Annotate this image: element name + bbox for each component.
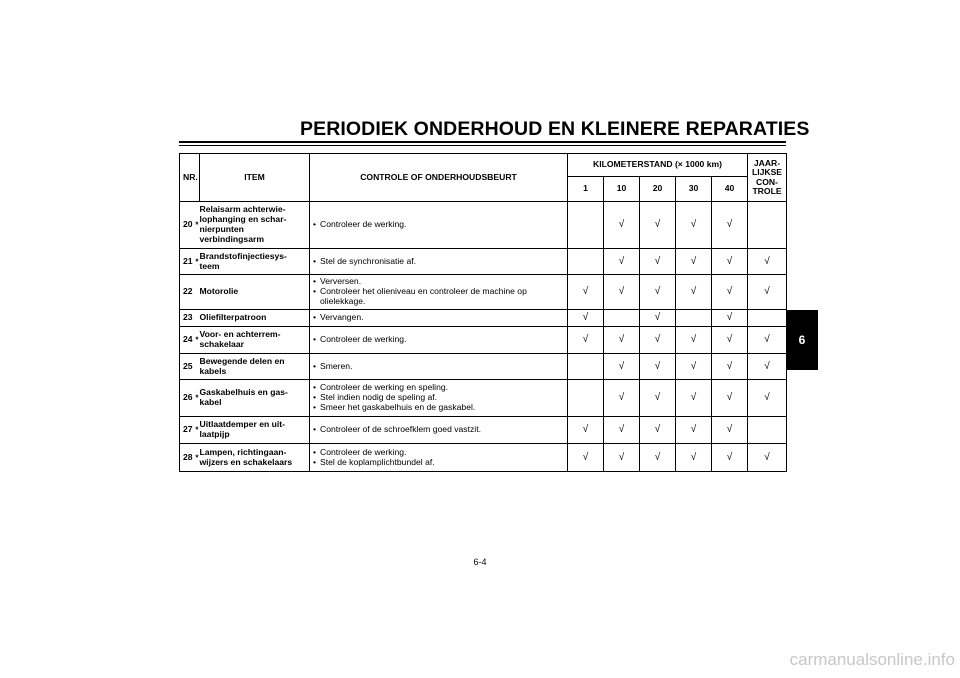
check-mark bbox=[748, 417, 787, 444]
action-item: • Smeren. bbox=[313, 362, 564, 372]
row-item: Oliefilterpatroon bbox=[200, 310, 310, 327]
row-number bbox=[180, 327, 200, 354]
check-mark: √ bbox=[568, 417, 604, 444]
row-actions bbox=[310, 249, 568, 275]
row-number bbox=[180, 310, 200, 327]
check-mark: √ bbox=[604, 354, 640, 380]
check-mark: √ bbox=[604, 380, 640, 417]
row-number-text: 25 bbox=[183, 360, 193, 371]
check-mark: √ bbox=[640, 310, 676, 327]
check-mark: √ bbox=[568, 444, 604, 472]
check-mark bbox=[748, 202, 787, 249]
check-mark bbox=[568, 202, 604, 249]
dealer-service-marker: * bbox=[195, 452, 199, 462]
check-mark: √ bbox=[712, 444, 748, 472]
check-mark: √ bbox=[712, 354, 748, 380]
header-interval: 20 bbox=[640, 177, 676, 202]
check-mark: √ bbox=[568, 275, 604, 310]
table-row bbox=[180, 444, 787, 472]
check-mark: √ bbox=[712, 417, 748, 444]
action-item: • Controleer de werking. bbox=[313, 220, 564, 230]
check-mark: √ bbox=[604, 417, 640, 444]
check-mark: √ bbox=[640, 354, 676, 380]
header-interval: 30 bbox=[676, 177, 712, 202]
check-mark: √ bbox=[640, 327, 676, 354]
row-number bbox=[180, 417, 200, 444]
check-mark: √ bbox=[604, 327, 640, 354]
chapter-tab: 6 bbox=[786, 310, 818, 370]
row-item: Brandstofinjectiesys- teem bbox=[200, 249, 310, 275]
row-number bbox=[180, 249, 200, 275]
row-number bbox=[180, 202, 200, 249]
check-mark: √ bbox=[712, 327, 748, 354]
check-mark: √ bbox=[640, 444, 676, 472]
check-mark: √ bbox=[568, 327, 604, 354]
dealer-service-marker: * bbox=[195, 393, 199, 403]
header-check: CONTROLE OF ONDERHOUDSBEURT bbox=[310, 154, 568, 202]
row-number bbox=[180, 444, 200, 472]
row-number-text: 21 bbox=[183, 255, 193, 266]
row-number-text: 27 bbox=[183, 424, 193, 435]
check-mark bbox=[568, 249, 604, 275]
check-mark: √ bbox=[748, 249, 787, 275]
check-mark: √ bbox=[640, 202, 676, 249]
maintenance-table bbox=[179, 153, 787, 472]
row-actions bbox=[310, 354, 568, 380]
row-number bbox=[180, 275, 200, 310]
check-mark: √ bbox=[748, 444, 787, 472]
table-row bbox=[180, 310, 787, 327]
action-item: • Stel de synchronisatie af. bbox=[313, 257, 564, 267]
row-actions bbox=[310, 275, 568, 310]
row-number-text: 26 bbox=[183, 392, 193, 403]
title-rule-thick bbox=[179, 141, 786, 143]
action-item: • Smeer het gaskabelhuis en de gaskabel. bbox=[313, 403, 564, 413]
check-mark bbox=[568, 354, 604, 380]
check-mark: √ bbox=[712, 380, 748, 417]
row-number-text: 23 bbox=[183, 312, 193, 323]
table-row bbox=[180, 202, 787, 249]
check-mark: √ bbox=[640, 380, 676, 417]
row-item: Motorolie bbox=[200, 275, 310, 310]
action-item: • Controleer het olieniveau en controleer de machine op olielekkage. bbox=[313, 287, 564, 307]
row-actions bbox=[310, 327, 568, 354]
check-mark: √ bbox=[676, 444, 712, 472]
check-mark: √ bbox=[748, 327, 787, 354]
header-interval: 40 bbox=[712, 177, 748, 202]
check-mark: √ bbox=[676, 249, 712, 275]
header-item: ITEM bbox=[200, 154, 310, 202]
check-mark: √ bbox=[712, 249, 748, 275]
row-actions bbox=[310, 202, 568, 249]
row-number-text: 20 bbox=[183, 219, 193, 230]
check-mark: √ bbox=[568, 310, 604, 327]
title-rule-thin bbox=[179, 145, 786, 146]
action-item: • Controleer de werking. bbox=[313, 335, 564, 345]
row-item: Voor- en achterrem- schakelaar bbox=[200, 327, 310, 354]
dealer-service-marker: * bbox=[195, 335, 199, 345]
table-row bbox=[180, 249, 787, 275]
action-item: • Stel indien nodig de speling af. bbox=[313, 393, 564, 403]
header-odometer: KILOMETERSTAND (× 1000 km) bbox=[568, 154, 748, 177]
header-interval: 1 bbox=[568, 177, 604, 202]
dealer-service-marker: * bbox=[195, 256, 199, 266]
page-number: 6-4 bbox=[473, 557, 487, 567]
row-actions bbox=[310, 380, 568, 417]
check-mark bbox=[676, 310, 712, 327]
check-mark: √ bbox=[712, 202, 748, 249]
table-row bbox=[180, 327, 787, 354]
action-item: • Controleer de werking. bbox=[313, 448, 564, 458]
check-mark: √ bbox=[676, 202, 712, 249]
action-item: • Verversen. bbox=[313, 277, 564, 287]
check-mark bbox=[604, 310, 640, 327]
action-item: • Vervangen. bbox=[313, 313, 564, 323]
header-interval: 10 bbox=[604, 177, 640, 202]
table-row bbox=[180, 275, 787, 310]
check-mark: √ bbox=[712, 275, 748, 310]
row-actions bbox=[310, 310, 568, 327]
header-annual-check: JAAR- LIJKSE CON- TROLE bbox=[748, 154, 787, 202]
row-actions bbox=[310, 444, 568, 472]
check-mark: √ bbox=[748, 354, 787, 380]
row-number bbox=[180, 380, 200, 417]
check-mark: √ bbox=[748, 275, 787, 310]
check-mark: √ bbox=[604, 249, 640, 275]
dealer-service-marker: * bbox=[195, 220, 199, 230]
row-number-text: 24 bbox=[183, 334, 193, 345]
check-mark: √ bbox=[712, 310, 748, 327]
check-mark: √ bbox=[640, 275, 676, 310]
check-mark: √ bbox=[748, 380, 787, 417]
row-number-text: 22 bbox=[183, 286, 193, 297]
check-mark: √ bbox=[676, 380, 712, 417]
header-nr: NR. bbox=[180, 154, 200, 202]
check-mark: √ bbox=[604, 202, 640, 249]
dealer-service-marker: * bbox=[195, 425, 199, 435]
check-mark: √ bbox=[604, 444, 640, 472]
page-title: PERIODIEK ONDERHOUD EN KLEINERE REPARATIES bbox=[300, 118, 810, 140]
check-mark: √ bbox=[676, 275, 712, 310]
row-actions bbox=[310, 417, 568, 444]
table-row bbox=[180, 417, 787, 444]
watermark: carmanualsonline.info bbox=[789, 650, 955, 669]
action-item: • Controleer de werking en speling. bbox=[313, 383, 564, 393]
row-item: Gaskabelhuis en gas- kabel bbox=[200, 380, 310, 417]
table-row bbox=[180, 354, 787, 380]
row-item: Uitlaatdemper en uit- laatpijp bbox=[200, 417, 310, 444]
row-item: Lampen, richtingaan- wijzers en schakelaars bbox=[200, 444, 310, 472]
check-mark bbox=[748, 310, 787, 327]
check-mark bbox=[568, 380, 604, 417]
table-row bbox=[180, 380, 787, 417]
check-mark: √ bbox=[640, 417, 676, 444]
check-mark: √ bbox=[640, 249, 676, 275]
row-item: Bewegende delen en kabels bbox=[200, 354, 310, 380]
row-number bbox=[180, 354, 200, 380]
row-number-text: 28 bbox=[183, 451, 193, 462]
action-item: • Controleer of de schroefklem goed vastzit. bbox=[313, 425, 564, 435]
check-mark: √ bbox=[676, 327, 712, 354]
action-item: • Stel de koplamplichtbundel af. bbox=[313, 458, 564, 468]
check-mark: √ bbox=[676, 417, 712, 444]
check-mark: √ bbox=[604, 275, 640, 310]
check-mark: √ bbox=[676, 354, 712, 380]
row-item: Relaisarm achterwie- lophanging en schar- nierpunten verbindingsarm bbox=[200, 202, 310, 249]
